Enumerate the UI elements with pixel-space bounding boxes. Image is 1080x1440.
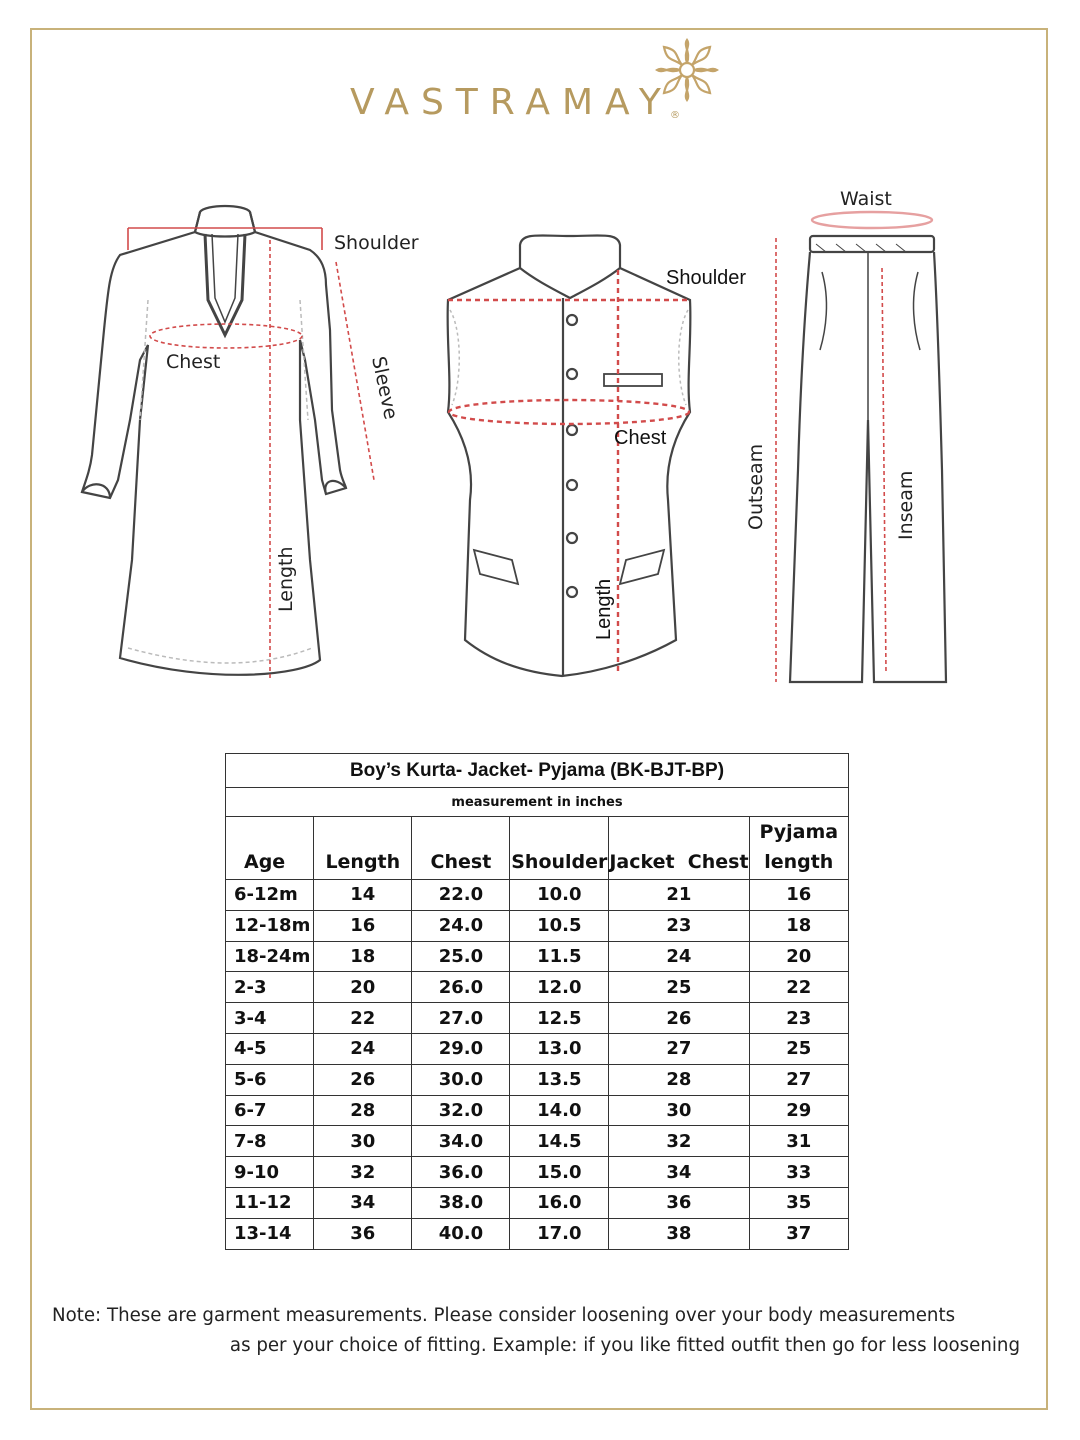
table-cell: 11-12	[226, 1187, 314, 1218]
kurta-shoulder-label: Shoulder	[334, 232, 419, 254]
table-cell: 24.0	[412, 910, 510, 941]
table-cell: 5-6	[226, 1064, 314, 1095]
note-line-2: as per your choice of fitting. Example: if you like fitted outfit then go for less loosening	[229, 1335, 1020, 1356]
table-cell: 14.0	[510, 1095, 609, 1126]
kurta-diagram	[82, 206, 346, 675]
table-cell: 14.5	[510, 1126, 609, 1157]
jacket-shoulder-label: Shoulder	[666, 267, 747, 289]
table-cell: 38	[609, 1218, 749, 1249]
table-cell: 22	[749, 972, 848, 1003]
table-header-row	[226, 817, 849, 880]
table-cell: 34	[314, 1187, 412, 1218]
table-cell: 30	[314, 1126, 412, 1157]
table-row	[226, 1095, 849, 1126]
col-header-chest: Chest	[412, 817, 510, 880]
table-cell: 20	[314, 972, 412, 1003]
table-row	[226, 880, 849, 911]
table-cell: 26	[609, 1003, 749, 1034]
table-cell: 32.0	[412, 1095, 510, 1126]
table-cell: 16	[314, 910, 412, 941]
jacket-diagram	[448, 235, 691, 676]
table-cell: 20	[749, 941, 848, 972]
table-cell: 29.0	[412, 1033, 510, 1064]
table-row	[226, 1064, 849, 1095]
table-cell: 35	[749, 1187, 848, 1218]
kurta-chest-label: Chest	[166, 351, 221, 373]
table-cell: 22	[314, 1003, 412, 1034]
table-cell: 30	[609, 1095, 749, 1126]
table-cell: 13.0	[510, 1033, 609, 1064]
table-cell: 23	[749, 1003, 848, 1034]
table-cell: 3-4	[226, 1003, 314, 1034]
table-cell: 26.0	[412, 972, 510, 1003]
table-cell: 28	[314, 1095, 412, 1126]
table-cell: 18	[749, 910, 848, 941]
table-cell: 27.0	[412, 1003, 510, 1034]
table-cell: 27	[749, 1064, 848, 1095]
table-cell: 7-8	[226, 1126, 314, 1157]
table-cell: 16	[749, 880, 848, 911]
table-cell: 23	[609, 910, 749, 941]
table-title: Boy’s Kurta- Jacket- Pyjama (BK-BJT-BP)	[226, 754, 849, 788]
table-cell: 16.0	[510, 1187, 609, 1218]
table-cell: 31	[749, 1126, 848, 1157]
col-header-age: Age	[226, 817, 314, 880]
table-row	[226, 1157, 849, 1188]
col-header-length: Length	[314, 817, 412, 880]
pyjama-waist-label: Waist	[840, 188, 892, 210]
table-row	[226, 1003, 849, 1034]
table-cell: 38.0	[412, 1187, 510, 1218]
table-cell: 32	[314, 1157, 412, 1188]
table-cell: 36.0	[412, 1157, 510, 1188]
kurta-sleeve-label: Sleeve	[367, 354, 402, 422]
table-cell: 18	[314, 941, 412, 972]
table-cell: 24	[609, 941, 749, 972]
table-row	[226, 1187, 849, 1218]
fitting-note	[52, 1301, 1020, 1361]
table-cell: 15.0	[510, 1157, 609, 1188]
pyjama-diagram	[790, 236, 946, 682]
table-cell: 11.5	[510, 941, 609, 972]
table-row	[226, 1126, 849, 1157]
table-cell: 13-14	[226, 1218, 314, 1249]
pyjama-outseam-label: Outseam	[745, 443, 767, 530]
kurta-length-label: Length	[275, 546, 297, 612]
table-cell: 27	[609, 1033, 749, 1064]
table-cell: 13.5	[510, 1064, 609, 1095]
table-cell: 12.5	[510, 1003, 609, 1034]
col-header-pyjama-line2: length	[764, 851, 834, 873]
table-cell: 21	[609, 880, 749, 911]
table-row	[226, 1033, 849, 1064]
table-cell: 18-24m	[226, 941, 314, 972]
table-cell: 29	[749, 1095, 848, 1126]
col-header-pyjama-line1: Pyjama	[759, 821, 839, 843]
table-cell: 17.0	[510, 1218, 609, 1249]
registered-mark: ®	[670, 110, 680, 121]
table-cell: 25	[609, 972, 749, 1003]
table-cell: 34.0	[412, 1126, 510, 1157]
jacket-length-label: Length	[593, 578, 615, 640]
col-header-jacket-chest: Jacket Chest	[609, 817, 749, 880]
table-cell: 37	[749, 1218, 848, 1249]
table-cell: 24	[314, 1033, 412, 1064]
table-row	[226, 1218, 849, 1249]
table-cell: 40.0	[412, 1218, 510, 1249]
table-cell: 25	[749, 1033, 848, 1064]
table-cell: 33	[749, 1157, 848, 1188]
table-cell: 25.0	[412, 941, 510, 972]
table-cell: 36	[609, 1187, 749, 1218]
col-header-shoulder: Shoulder	[510, 817, 609, 880]
table-cell: 28	[609, 1064, 749, 1095]
table-cell: 14	[314, 880, 412, 911]
size-chart-table	[225, 753, 849, 1250]
table-cell: 2-3	[226, 972, 314, 1003]
table-cell: 9-10	[226, 1157, 314, 1188]
table-cell: 4-5	[226, 1033, 314, 1064]
table-row	[226, 910, 849, 941]
table-cell: 12-18m	[226, 910, 314, 941]
table-cell: 36	[314, 1218, 412, 1249]
note-line-1: Note: These are garment measurements. Please consider loosening over your body measurements	[52, 1305, 956, 1326]
table-cell: 30.0	[412, 1064, 510, 1095]
table-body	[226, 880, 849, 1250]
table-cell: 6-12m	[226, 880, 314, 911]
table-cell: 10.5	[510, 910, 609, 941]
table-cell: 22.0	[412, 880, 510, 911]
table-cell: 32	[609, 1126, 749, 1157]
table-cell: 26	[314, 1064, 412, 1095]
table-subtitle: measurement in inches	[226, 788, 849, 817]
table-cell: 6-7	[226, 1095, 314, 1126]
table-cell: 10.0	[510, 880, 609, 911]
jacket-chest-label: Chest	[614, 427, 667, 449]
table-cell: 12.0	[510, 972, 609, 1003]
table-cell: 34	[609, 1157, 749, 1188]
col-header-pyjama-length	[749, 817, 848, 880]
pyjama-inseam-label: Inseam	[895, 470, 917, 540]
table-row	[226, 972, 849, 1003]
table-row	[226, 941, 849, 972]
jacket-measure-lines	[448, 270, 690, 674]
brand-name: VASTRAMAY	[350, 82, 673, 123]
